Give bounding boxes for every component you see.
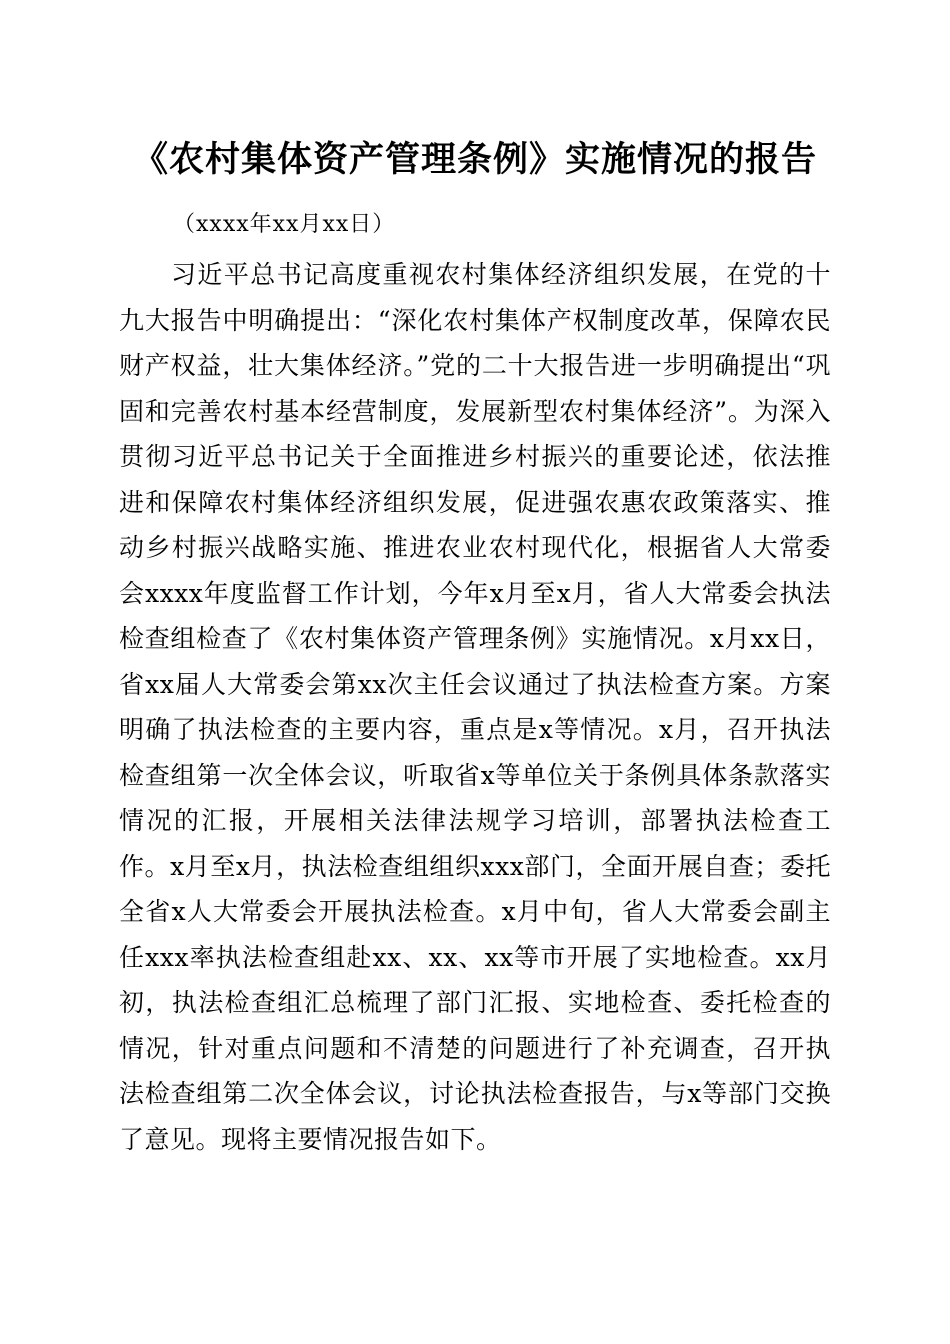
document-title: 《农村集体资产管理条例》实施情况的报告 (132, 139, 817, 180)
document-date: （xxxx年xx月xx日） (173, 212, 396, 237)
body-paragraph: 习近平总书记高度重视农村集体经济组织发展，在党的十九大报告中明确提出：“深化农村集体产权制度改革，保障农民财产权益，壮大集体经济。”党的二十大报告进一步明确提出“巩固和完善农村基本经营制度，发展新型农村集体经济”。为深入贯彻习近平总书记关于全面推进乡村振兴的重要论述，依法推进和保障农村集体经济组织发展，促进强农惠农政策落实、推动乡村振兴战略实施、推进农业农村现代化，根据省人大常委会xxxx年度监督工作计划，今年x月至x月，省人大常委会执法检查组检查了《农村集体资产管理条例》实施情况。x月xx日，省xx届人大常委会第xx次主任会议通过了执法检查方案。方案明确了执法检查的主要内容，重点是x等情况。x月，召开执法检查组第一次全体会议，听取省x等单位关于条例具体条款落实情况的汇报，开展相关法律法规学习培训，部署执法检查工作。x月至x月，执法检查组组织xxx部门，全面开展自查；委托全省x人大常委会开展执法检查。x月中旬，省人大常委会副主任xxx率执法检查组赴xx、xx、xx等市开展了实地检查。xx月初，执法检查组汇总梳理了部门汇报、实地检查、委托检查的情况，针对重点问题和不清楚的问题进行了补充调查，召开执法检查组第二次全体会议，讨论执法检查报告，与x等部门交换了意见。现将主要情况报告如下。 (119, 260, 831, 1154)
